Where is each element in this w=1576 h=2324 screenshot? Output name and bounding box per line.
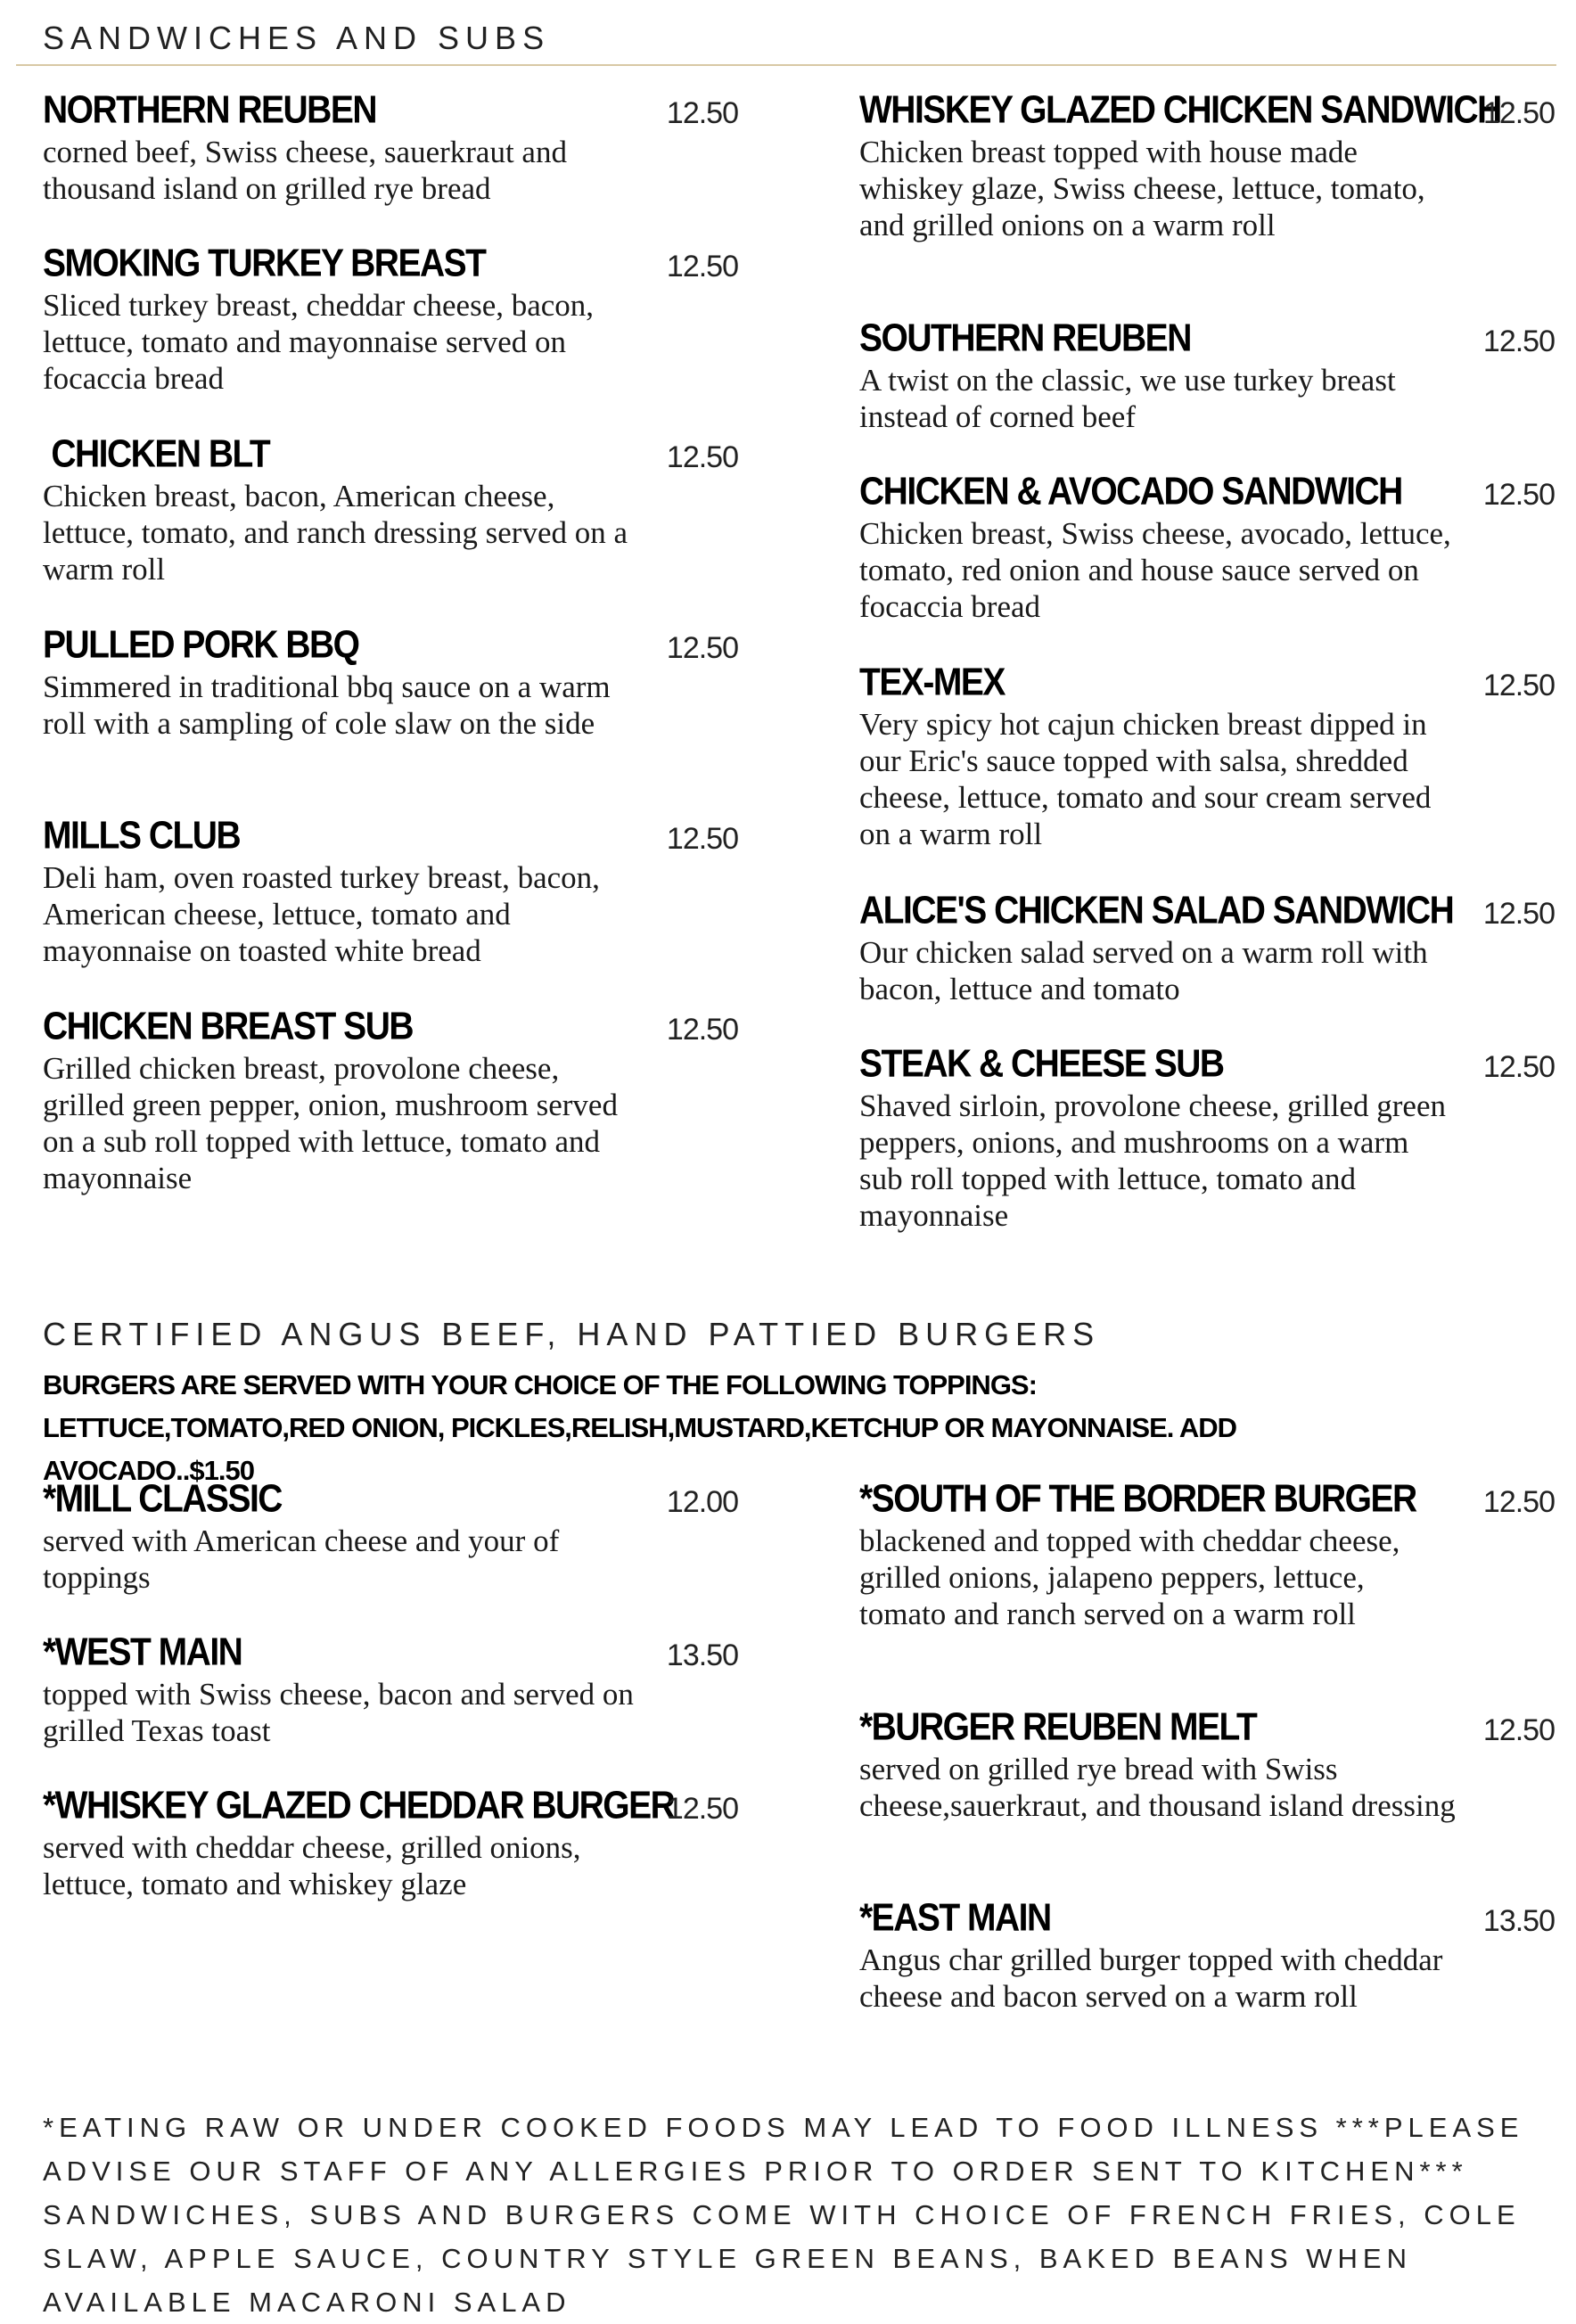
item-name: *WHISKEY GLAZED CHEDDAR BURGER	[43, 1784, 675, 1827]
item-name: STEAK & CHEESE SUB	[859, 1042, 1224, 1086]
item-price: 12.50	[666, 1013, 738, 1047]
item-price: 12.50	[1482, 897, 1555, 931]
item-description: Very spicy hot cajun chicken breast dipped in our Eric's sauce topped with salsa, shredded cheese, lettuce, tomato and sour cream served on a warm roll	[859, 707, 1432, 851]
menu-item	[859, 470, 1555, 625]
item-price: 12.50	[666, 250, 738, 283]
menu-item	[43, 1005, 738, 1196]
item-name: PULLED PORK BBQ	[43, 623, 359, 667]
menu-item	[43, 1630, 738, 1749]
item-price: 12.50	[1482, 96, 1555, 130]
item-name: TEX-MEX	[859, 661, 1005, 704]
menu-item	[43, 623, 738, 742]
item-name: *EAST MAIN	[859, 1896, 1051, 1940]
menu-item	[859, 316, 1555, 435]
food-safety-warning: *EATING RAW OR UNDER COOKED FOODS MAY LEAD TO FOOD ILLNESS ***PLEASE ADVISE OUR STAFF OF ANY ALLERGIES PRIOR TO ORDER SENT TO KITCHEN***	[43, 2112, 1524, 2187]
item-description: Chicken breast topped with house made whiskey glaze, Swiss cheese, lettuce, tomato, and grilled onions on a warm roll	[859, 135, 1425, 242]
item-price: 12.50	[666, 96, 738, 130]
item-description: served on grilled rye bread with Swiss cheese,sauerkraut, and thousand island dressing	[859, 1752, 1456, 1823]
item-price: 12.50	[1482, 1485, 1555, 1519]
menu-item	[859, 1042, 1555, 1234]
item-price: 12.50	[666, 631, 738, 665]
item-name: NORTHERN REUBEN	[43, 88, 377, 132]
menu-item	[43, 242, 738, 397]
item-price: 12.50	[1482, 478, 1555, 512]
item-description: Deli ham, oven roasted turkey breast, bacon, American cheese, lettuce, tomato and mayonnaise on toasted white bread	[43, 860, 600, 968]
item-description: topped with Swiss cheese, bacon and served on grilled Texas toast	[43, 1677, 634, 1748]
item-price: 12.00	[666, 1485, 738, 1519]
menu-item	[859, 1896, 1555, 2015]
menu-item	[859, 1705, 1555, 1824]
item-name: SOUTHERN REUBEN	[859, 316, 1191, 360]
menu-item	[859, 1477, 1555, 1632]
item-price: 12.50	[666, 1792, 738, 1826]
item-name: CHICKEN BLT	[43, 432, 270, 476]
sandwiches-left-column	[43, 88, 738, 1195]
menu-item	[43, 814, 738, 969]
sandwiches-section-title: SANDWICHES AND SUBS	[43, 20, 551, 56]
item-name: *WEST MAIN	[43, 1630, 242, 1674]
item-description: Shaved sirloin, provolone cheese, grilled green peppers, onions, and mushrooms on a warm sub roll topped with lettuce, tomato and mayonnaise	[859, 1088, 1446, 1233]
item-name: WHISKEY GLAZED CHICKEN SANDWICH	[859, 88, 1501, 132]
burgers-toppings-notice: BURGERS ARE SERVED WITH YOUR CHOICE OF THE FOLLOWING TOPPINGS: LETTUCE,TOMATO,RED ONION, PICKLES,RELISH,MUSTARD,KETCHUP OR MAYONNAISE. ADD AVOCADO..$1.50	[43, 1369, 1237, 1486]
item-name: CHICKEN & AVOCADO SANDWICH	[859, 470, 1402, 513]
item-price: 12.50	[1482, 1050, 1555, 1084]
menu-item	[859, 661, 1555, 852]
item-description: A twist on the classic, we use turkey breast instead of corned beef	[859, 363, 1396, 434]
menu-item	[43, 1477, 738, 1596]
item-name: CHICKEN BREAST SUB	[43, 1005, 414, 1048]
menu-item	[859, 88, 1555, 243]
item-description: served with American cheese and your of toppings	[43, 1523, 560, 1595]
item-price: 12.50	[1482, 324, 1555, 358]
item-name: *SOUTH OF THE BORDER BURGER	[859, 1477, 1416, 1521]
burgers-section-title: CERTIFIED ANGUS BEEF, HAND PATTIED BURGERS	[43, 1316, 1101, 1352]
item-description: Grilled chicken breast, provolone cheese, grilled green pepper, onion, mushroom served on a sub roll topped with lettuce, tomato and mayonnaise	[43, 1051, 618, 1195]
item-description: corned beef, Swiss cheese, sauerkraut and thousand island on grilled rye bread	[43, 135, 567, 206]
item-name: ALICE'S CHICKEN SALAD SANDWICH	[859, 889, 1454, 932]
item-price: 12.50	[1482, 1713, 1555, 1747]
menu-footer	[43, 2106, 1558, 2324]
sides-note: SANDWICHES, SUBS AND BURGERS COME WITH CHOICE OF FRENCH FRIES, COLE SLAW, APPLE SAUCE, COUNTRY STYLE GREEN BEANS, BAKED BEANS WHEN AVAILABLE MACARONI SALAD	[43, 2199, 1521, 2318]
item-price: 12.50	[666, 440, 738, 474]
item-description: Chicken breast, bacon, American cheese, lettuce, tomato, and ranch dressing served on a warm roll	[43, 479, 628, 587]
item-price: 13.50	[1482, 1904, 1555, 1938]
item-description: Sliced turkey breast, cheddar cheese, bacon, lettuce, tomato and mayonnaise served on focaccia bread	[43, 288, 595, 396]
item-price: 12.50	[666, 822, 738, 856]
item-description: served with cheddar cheese, grilled onions, lettuce, tomato and whiskey glaze	[43, 1830, 581, 1901]
item-price: 13.50	[666, 1638, 738, 1672]
item-name: MILLS CLUB	[43, 814, 241, 858]
menu-item	[43, 88, 738, 207]
item-price: 12.50	[1482, 669, 1555, 702]
menu-item	[43, 432, 738, 587]
menu-item	[859, 889, 1555, 1007]
item-name: SMOKING TURKEY BREAST	[43, 242, 486, 285]
item-name: *MILL CLASSIC	[43, 1477, 282, 1521]
menu-item	[43, 1784, 738, 1902]
item-description: Our chicken salad served on a warm roll with bacon, lettuce and tomato	[859, 935, 1428, 1006]
item-description: blackened and topped with cheddar cheese, grilled onions, jalapeno peppers, lettuce, tomato and ranch served on a warm roll	[859, 1523, 1400, 1631]
item-description: Angus char grilled burger topped with cheddar cheese and bacon served on a warm roll	[859, 1942, 1443, 2014]
item-description: Chicken breast, Swiss cheese, avocado, lettuce, tomato, red onion and house sauce served on focaccia bread	[859, 516, 1451, 624]
section-divider	[16, 64, 1556, 66]
item-name: *BURGER REUBEN MELT	[859, 1705, 1257, 1749]
item-description: Simmered in traditional bbq sauce on a warm roll with a sampling of cole slaw on the side	[43, 669, 611, 741]
